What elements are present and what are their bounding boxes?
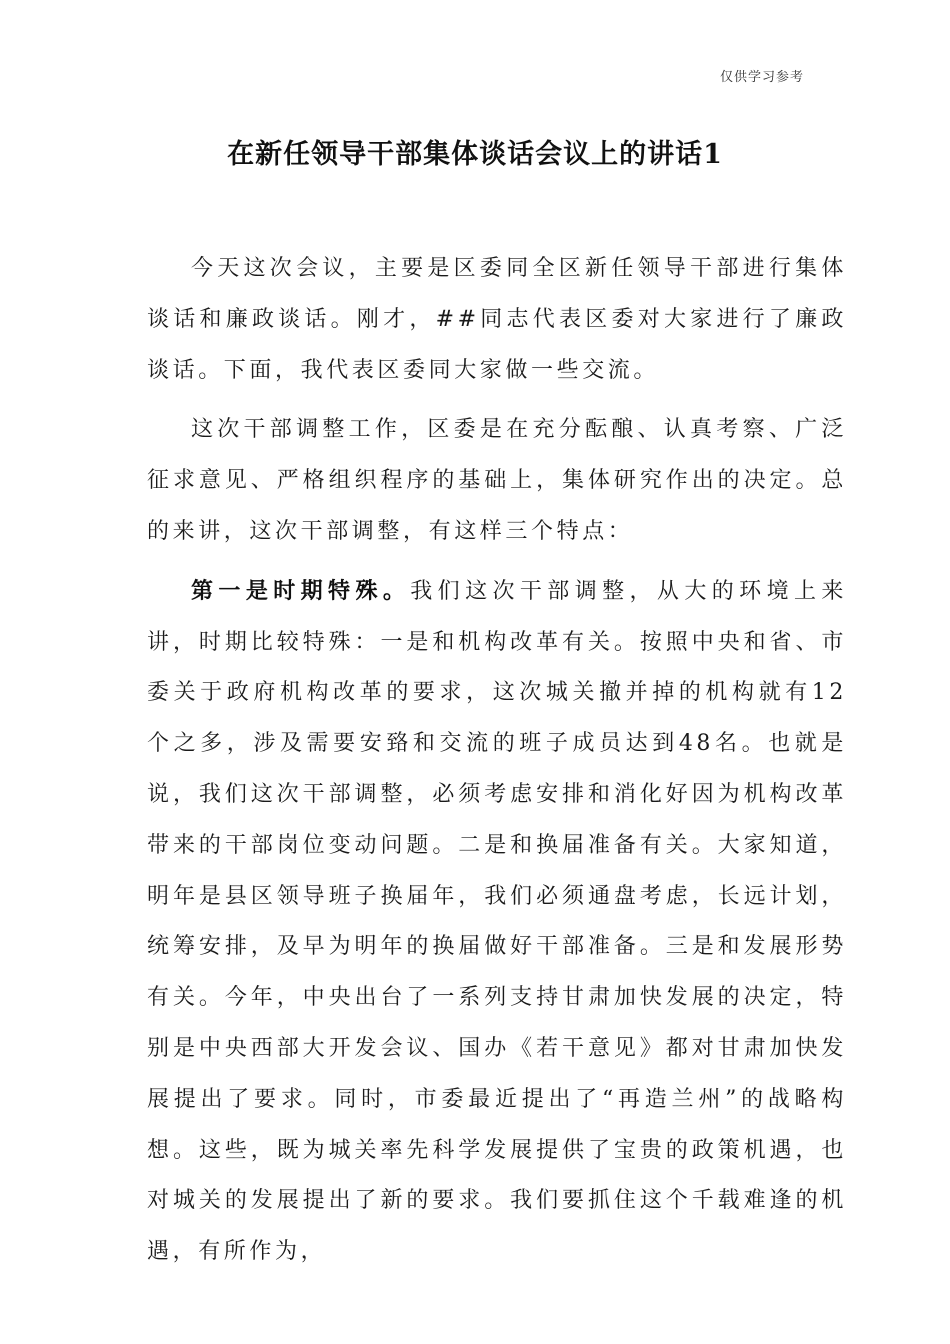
document-title: 在新任领导干部集体谈话会议上的讲话1: [227, 139, 723, 170]
paragraph-text: 这次干部调整工作，区委是在充分酝酿、认真考察、广泛征求意见、严格组织程序的基础上，集体研究作出的决定。总的来讲，这次干部调整，有这样三个特点：: [147, 417, 847, 544]
paragraph-2: [147, 404, 847, 557]
paragraph-text: 我们这次干部调整，从大的环境上来讲，时期比较特殊：一是和机构改革有关。按照中央和省、市委关于政府机构改革的要求，这次城关撤并掉的机构就有12个之多，涉及需要安臵和交流的班子成员达到48名。也就是说，我们这次干部调整，必须考虑安排和消化好因为机构改革带来的干部岗位变动问题。二是和换届准备有关。大家知道，明年是县区领导班子换届年，我们必须通盘考虑，长远计划，统筹安排，及早为明年的换届做好干部准备。三是和发展形势有关。今年，中央出台了一系列支持甘肃加快发展的决定，特别是中央西部大开发会议、国办《若干意见》都对甘肃加快发展提出了要求。同时，市委最近提出了“再造兰州”的战略构想。这些，既为城关率先科学发展提供了宝贵的政策机遇，也对城关的发展提出了新的要求。我们要抓住这个千载难逢的机遇，有所作为，: [147, 578, 847, 1265]
paragraph-text: 今天这次会议，主要是区委同全区新任领导干部进行集体谈话和廉政谈话。刚才，##同志代表区委对大家进行了廉政谈话。下面，我代表区委同大家做一些交流。: [147, 256, 847, 383]
document-body: [147, 243, 847, 1286]
paragraph-lead: 第一是时期特殊。: [191, 577, 411, 604]
header-note: 仅供学习参考: [719, 70, 804, 85]
paragraph-3: [147, 566, 847, 1278]
paragraph-1: [147, 243, 847, 396]
